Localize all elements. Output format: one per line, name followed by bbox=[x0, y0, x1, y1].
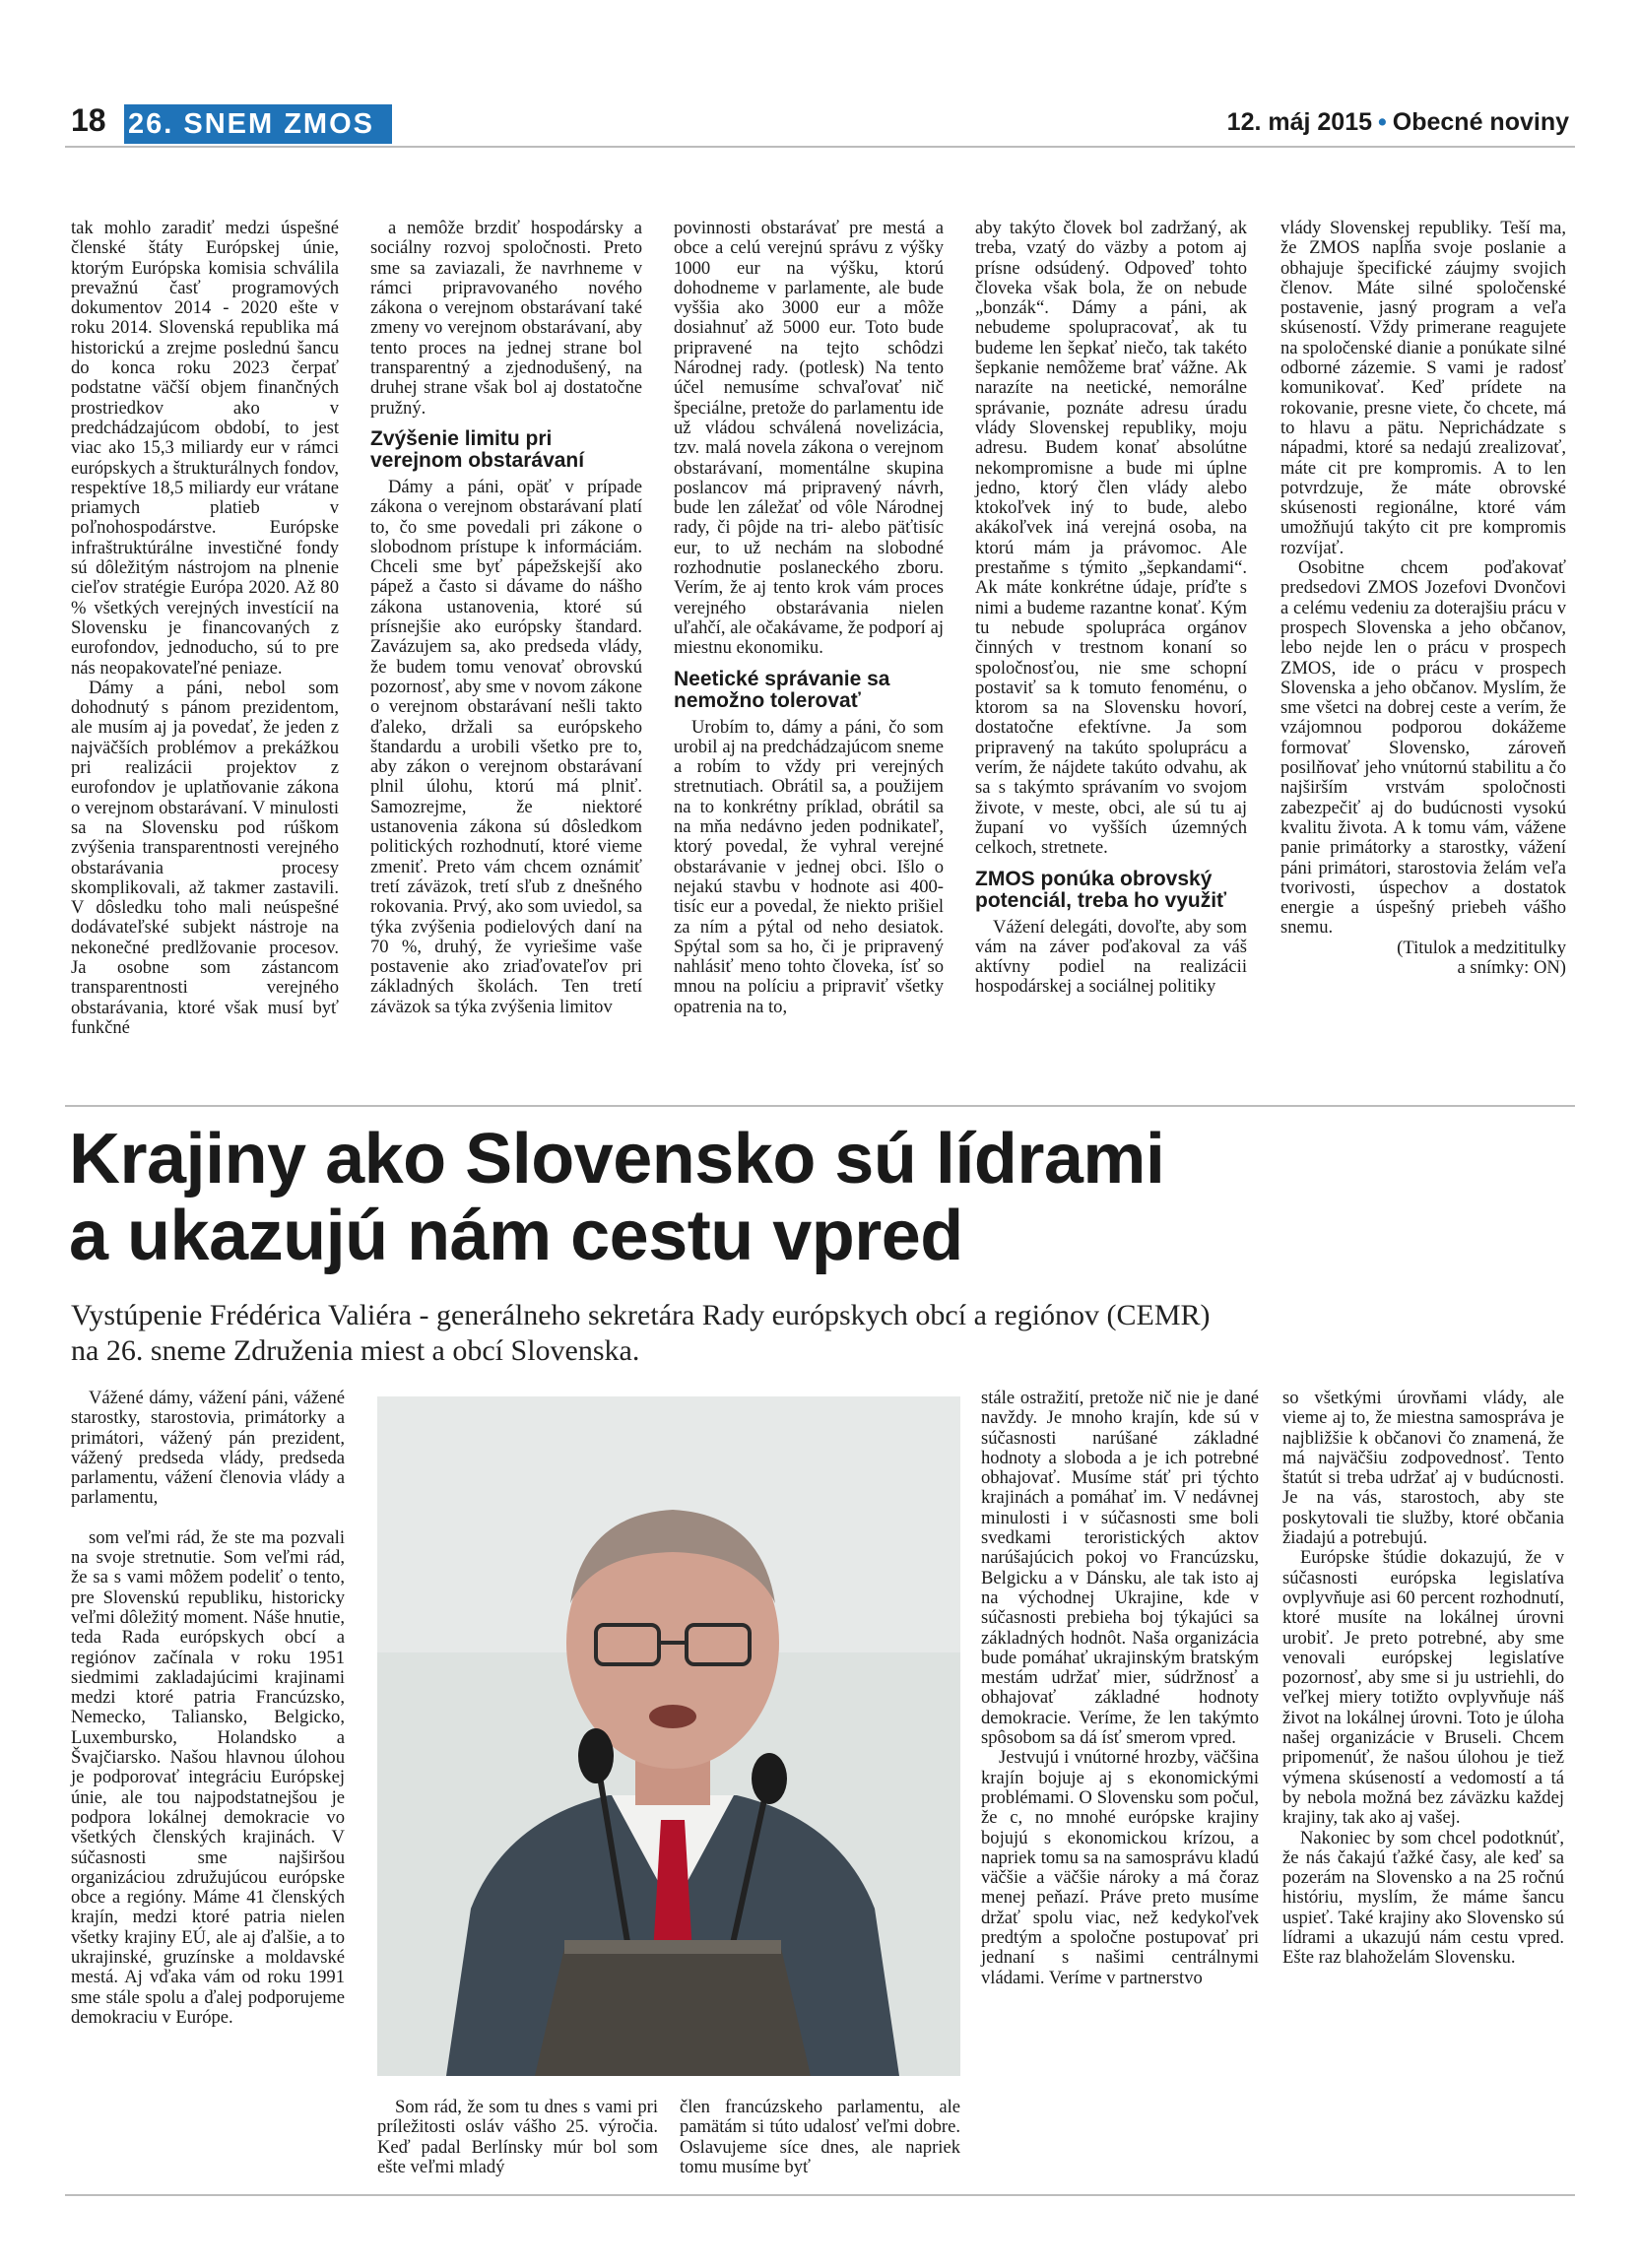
headline-line: Krajiny ako Slovensko sú lídrami bbox=[69, 1120, 1165, 1199]
paragraph: so všetkými úrovňami vlády, ale vieme aj to, že miestna samospráva je najbližšie k občanovi čo znamená, že má najväčšiu zodpovednosť. Tento štatút si treba udržať aj v budúcnosti. Je na vás, starostoch, aby ste poskytovali tie služby, ktoré občania žiadajú a potrebujú. bbox=[1282, 1388, 1564, 1549]
dateline bbox=[1227, 108, 1569, 137]
speaker-photo-illustration bbox=[377, 1396, 960, 2076]
headline-line: a ukazujú nám cestu vpred bbox=[69, 1197, 963, 1275]
publication-name: Obecné noviny bbox=[1392, 108, 1569, 136]
paragraph: tak mohlo zaradiť medzi úspešné členské štáty Európskej únie, ktorým Európska komisia schválila prevažnú časť programových dokumentov 2014 - 2020 ešte v roku 2014. Slovenská republika má historickú a zrejme poslednú šancu do konca roku 2023 čerpať podstatne väčší objem finančných prostriedkov ako v predchádzajúcom období, to jest viac ako 15,3 miliardy eur v rámci európskych a štrukturálnych fondov, respektíve 18,5 miliardy eur vrátane priamych platieb v poľnohospodárstve. Európske infraštruktúrálne investičné fondy sú dôležitým nástrojom na plnenie cieľov stratégie Európa 2020. Až 80 % všetkých verejných investícií na Slovensku je financovaných z eurofondov, jednoducho, sú to pre nás neopakovateľné peniaze. bbox=[71, 218, 339, 679]
subheading: Neetické správanie sa nemožno tolerovať bbox=[674, 667, 890, 712]
lead-line: Vystúpenie Frédérica Valiéra - generálneho sekretára Rady európskych obcí a regiónov (CEMR) bbox=[71, 1299, 1211, 1331]
main-article-column-5 bbox=[1282, 1389, 1564, 1969]
speaker-photo bbox=[377, 1396, 960, 2076]
footer-rule bbox=[65, 2194, 1575, 2196]
paragraph: člen francúzskeho parlamentu, ale pamätám si túto udalosť veľmi dobre. Oslavujeme síce dnes, ale napriek tomu musíme byť bbox=[680, 2097, 960, 2177]
paragraph: Jestvujú i vnútorné hrozby, väčšina krajín bojuje aj s ekonomickými problémami. O Slovensku som počul, že c, no mnohé európske krajiny bojujú s ekonomickou krízou, a napriek tomu sa na samosprávu kladú väčšie a väčšie nároky a má čoraz menej peňazí. Práve preto musíme držať spolu viac, než kedykoľvek predtým a spoločne postupovať pri jednaní s našimi centrálnymi vládami. Veríme v partnerstvo bbox=[981, 1747, 1259, 1988]
bullet-separator: • bbox=[1378, 108, 1387, 136]
main-article-column-4 bbox=[981, 1389, 1259, 1988]
article-separator bbox=[65, 1105, 1575, 1107]
paragraph: a nemôže brzdiť hospodársky a sociálny rozvoj spoločnosti. Preto sme sa zaviazali, že navrhneme v rámci pripravovaného nového zákona o verejnom obstarávaní také zmeny vo verejnom obstarávaní, aby tento proces na jednej strane bol transparentný a zjednodušený, na druhej strane však bol aj dostatočne pružný. bbox=[370, 218, 642, 419]
main-article-column-3 bbox=[680, 2098, 960, 2177]
main-article-column-2 bbox=[377, 2098, 658, 2177]
paragraph: Vážení delegáti, dovoľte, aby som vám na záver poďakoval za váš aktívny podiel na realizácii hospodárskej a sociálnej politiky bbox=[975, 916, 1247, 998]
credit-line: (Titulok a medzititulky bbox=[1397, 937, 1566, 958]
main-article-column-1 bbox=[71, 1389, 345, 2028]
paragraph: Európske štúdie dokazujú, že v súčasnosti európska legislatíva ovplyvňuje asi 60 percent rozhodnutí, ktoré musíte na lokálnej úrovni urobiť. Je preto potrebné, aby sme venovali európskej legislatíve pozornosť, aby sme si ju ustriehli, do veľkej miery totižto ovplyvňuje náš život na lokálnej úrovni. Toto je úloha našej organizácie v Bruseli. Chcem pripomenúť, že našou úlohou je tiež výmena skúseností a vedomostí a tá by nebola možná bez záväzku každej krajiny, tak ako aj vašej. bbox=[1282, 1547, 1564, 1829]
lead-line: na 26. sneme Združenia miest a obcí Slovenska. bbox=[71, 1334, 640, 1367]
lead-paragraph bbox=[71, 1298, 1558, 1369]
paragraph: Urobím to, dámy a páni, čo som urobil aj na predchádzajúcom sneme a robím to vždy pri verejných stretnutiach. Obrátil sa, a použijem na to konkrétny príklad, obrátil sa na mňa nedávno jeden podnikateľ, ktorý povedal, že vyhral verejné obstarávanie v jednej obci. Išlo o nejakú stavbu v hodnote asi 400-tisíc eur a povedal, že niekto prišiel za ním a pýtal od neho desiatok. Spýtal som sa ho, či je pripravený nahlásiť meno tohto človeka, ísť so mnou na políciu a pripraviť všetky opatrenia na to, bbox=[674, 716, 944, 1017]
paragraph: aby takýto človek bol zadržaný, ak treba, vzatý do väzby a potom aj prísne odsúdený. Odpoveď tohto človeka však bola, že on nebude „bonzák“. Dámy a páni, ak nebudeme spolupracovať, ak tu budeme len šepkať niečo, tak takéto šepkanie nemôžeme brať vážne. Ak narazíte na neetické, nemorálne správanie, poznáte adresu úradu vlády Slovenskej republiky, moju adresu. Budem konať absolútne nekompromisne a bude mi úplne jedno, ktorý člen vlády alebo ktokoľvek iný to bude, alebo akákoľvek iná verejná osoba, na ktorú mám ja právomoc. Ale prestaňme s týmito „šepkandami“. Ak máte konkrétne údaje, príďte s nimi a budeme razantne konať. Kým tu nebude spolupráca orgánov činných v trestnom konaní so spoločnosťou, nie sme schopní postaviť sa k tomuto fenoménu, o ktorom sa na Slovensku hovorí, dostatočne efektívne. Ja som pripravený na takúto spoluprácu a verím, že nájdete takúto odvahu, ak sa s takýmto správaním vo svojom živote, v meste, obci, ale sú tu aj županí vo vyšších územných celkoch, stretnete. bbox=[975, 218, 1247, 859]
top-article-column-5 bbox=[1280, 219, 1566, 978]
issue-date: 12. máj 2015 bbox=[1226, 108, 1373, 136]
top-article-column-3 bbox=[674, 219, 944, 1017]
header-rule bbox=[65, 146, 1575, 148]
paragraph: Som rád, že som tu dnes s vami pri príležitosti osláv vášho 25. výročia. Keď padal Berlínsky múr bol som ešte veľmi mladý bbox=[377, 2097, 658, 2177]
top-article-column-2 bbox=[370, 219, 642, 1017]
top-article-column-1 bbox=[71, 219, 339, 1038]
paragraph: stále ostražití, pretože nič nie je dané navždy. Je mnoho krajín, kde sú v súčasnosti narúšané základné hodnoty a sloboda a je ich potrebné obhajovať. Musíme stáť pri týchto krajinách a pomáhať im. V nedávnej minulosti i v súčasnosti sme boli svedkami teroristických aktov narúšajúcich pokoj vo Francúzsku, Belgicku a v Dánsku, ale tak isto aj na východnej Ukrajine, kde v súčasnosti prebieha boj týkajúci sa základných hodnôt. Naša organizácia bude pomáhať ukrajinským bratským mestám udržať mier, súdržnosť a obhajovať základné hodnoty demokracie. Veríme, že len takýmto spôsobom sa dá ísť smerom vpred. bbox=[981, 1388, 1259, 1749]
top-article-column-4 bbox=[975, 219, 1247, 998]
paragraph: Dámy a páni, opäť v prípade zákona o verejnom obstarávaní platí to, čo sme povedali pri zákone o slobodnom prístupe k informáciám. Chceli sme byť pápežskejší ako pápež a často si dávame do nášho zákona ustanovenia, ktoré sú prísnejšie ako európsky štandard. Zavázujem sa, ako predseda vlády, že budem tomu venovať obrovskú pozornosť, aby sme v novom zákone o verejnom obstarávaní nešli takto ďaleko, držali sa európskeho štandardu a urobili všetko pre to, aby zákon o verejnom obstarávaní plnil úlohu, ktorú má plniť. Samozrejme, že niektoré ustanovenia zákona sú dôsledkom politických rozhodnutí, ktoré vieme zmeniť. Preto vám chcem oznámiť tretí záväzok, tretí sľub z dnešného rokovania. Prvý, ako som uviedol, sa týka zvýšenia podielových daní na 70 %, druhý, že vyriešime vaše postavenie ako zriaďovateľov pri základných školách. Ten tretí záväzok sa týka zvýšenia limitov bbox=[370, 476, 642, 1017]
subheading: Zvýšenie limitu pri verejnom obstarávaní bbox=[370, 426, 585, 472]
paragraph: Vážené dámy, vážení páni, vážené starostky, starostovia, primátorky a primátori, vážený pán prezident, vážený predseda vlády, predseda parlamentu, vážení členovia vlády a parlamentu, bbox=[71, 1388, 345, 1509]
page-number: 18 bbox=[71, 102, 106, 138]
subheading: ZMOS ponúka obrovský potenciál, treba ho využiť bbox=[975, 867, 1227, 912]
paragraph: povinnosti obstarávať pre mestá a obce a celú verejnú správu z výšky 1000 eur na výšku, ktorú dohodneme v parlamente, ale bude vyššia ako 3000 eur a môže dosiahnuť až 5000 eur. Toto bude pripravené na tejto schôdzi Národnej rady. (potlesk) Na tento účel nemusíme schvaľovať nič špeciálne, pretože do parlamentu ide už vládou schválená novelizácia, tzv. malá novela zákona o verejnom obstarávaní, momentálne skupina poslancov má pripravený návrh, bude len záležať od vôle Národnej rady, či pôjde na tri- alebo päťtisíc eur, to už nechám na slobodné rozhodnutie poslaneckého zboru. Verím, že aj tento krok vám proces verejného obstarávania nielen uľahčí, ale očakávame, že podporí aj miestnu ekonomiku. bbox=[674, 218, 944, 659]
section-label: 26. SNEM ZMOS bbox=[124, 104, 392, 144]
paragraph: som veľmi rád, že ste ma pozvali na svoje stretnutie. Som veľmi rád, že sa s vami môžem podeliť o tento, pre Slovenskú republiku, historicky veľmi dôležitý moment. Náše hnutie, teda Rada európskych obcí a regiónov začínala v roku 1951 siedmimi zakladajúcimi krajinami medzi ktoré patria Francúzsko, Nemecko, Taliansko, Belgicko, Luxembursko, Holandsko a Švajčiarsko. Našou hlavnou úlohou je podporovať integráciu Európskej únie, ale tou najpodstatnejšou je podpora lokálnej demokracie vo všetkých členských krajinách. V súčasnosti sme najširšou organizáciou združujúcou európske obce a regióny. Máme 41 členských krajín, medzi ktoré patria nielen všetky krajiny EÚ, ale aj ďalšie, a to ukrajinské, gruzínske a moldavské mestá. Aj vďaka vám od roku 1991 sme stále spolu a ďalej podporujeme demokraciu v Európe. bbox=[71, 1526, 345, 2028]
paragraph: Dámy a páni, nebol som dohodnutý s pánom prezidentom, ale musím aj ja povedať, že jeden z najväčších problémov a prekážkou pri realizácii projektov z eurofondov je uplatňovanie zákona o verejnom obstarávaní. V minulosti sa na Slovensku pod rúškom zvýšenia transparentnosti verejného obstarávania procesy skomplikovali, až takmer zastavili. V dôsledku toho mali neúspešné dodávateľské subjekt nástroje na nekonečné predlžovanie procesov. Ja osobne som zástancom transparentnosti verejného obstarávania, ktoré však musí byť funkčné bbox=[71, 677, 339, 1038]
credit-line: a snímky: ON) bbox=[1457, 956, 1566, 978]
paragraph: Nakoniec by som chcel podotknúť, že nás čakajú ťažké časy, ale keď sa pozerám na Slovensko a na 25 ročnú históriu, myslím, že máme šancu uspieť. Také krajiny ako Slovensko sú lídrami a ukazujú nám cestu vpred. Ešte raz blahoželám Slovensku. bbox=[1282, 1827, 1564, 1969]
paragraph: Osobitne chcem poďakovať predsedovi ZMOS Jozefovi Dvončovi a celému vedeniu za doterajšiu prácu v prospech Slovenska a jeho občanov, lebo nejde len o prácu v prospech ZMOS, ide o prácu v prospech Slovenska a jeho občanov. Myslím, že sme všetci na dobrej ceste a verím, že vzájomnou podporou dokážeme formovať Slovensko, zároveň posilňovať jeho vnútornú stabilitu a čo najširším vrstvám spoločnosti zabezpečiť aj do budúcnosti vysokú kvalitu života. A k tomu vám, vážene panie primátorky a starostky, vážení páni primátori, starostovia želám veľa tvorivosti, úspechov a dostatok energie a úspešný priebeh vášho snemu. bbox=[1280, 557, 1566, 939]
paragraph: vlády Slovenskej republiky. Teší ma, že ZMOS napĺňa svoje poslanie a obhajuje špecifické záujmy svojich členov. Máte silné spoločenské postavenie, jasný program a veľa skúseností. Vždy primerane reagujete na spoločenské dianie a ponúkate silné odborné zázemie. S vami je radosť komunikovať. Keď prídete na rokovanie, presne viete, čo chcete, má to hlavu a pätu. Neprichádzate s nápadmi, ktoré sa nedajú zrealizovať, máte cit pre kompromis. A to len potvrdzuje, že máte obrovské skúsenosti regionálne, ktoré vám umožňujú takýto cit pre kompromis rozvíjať. bbox=[1280, 218, 1566, 558]
headline bbox=[69, 1121, 1576, 1274]
